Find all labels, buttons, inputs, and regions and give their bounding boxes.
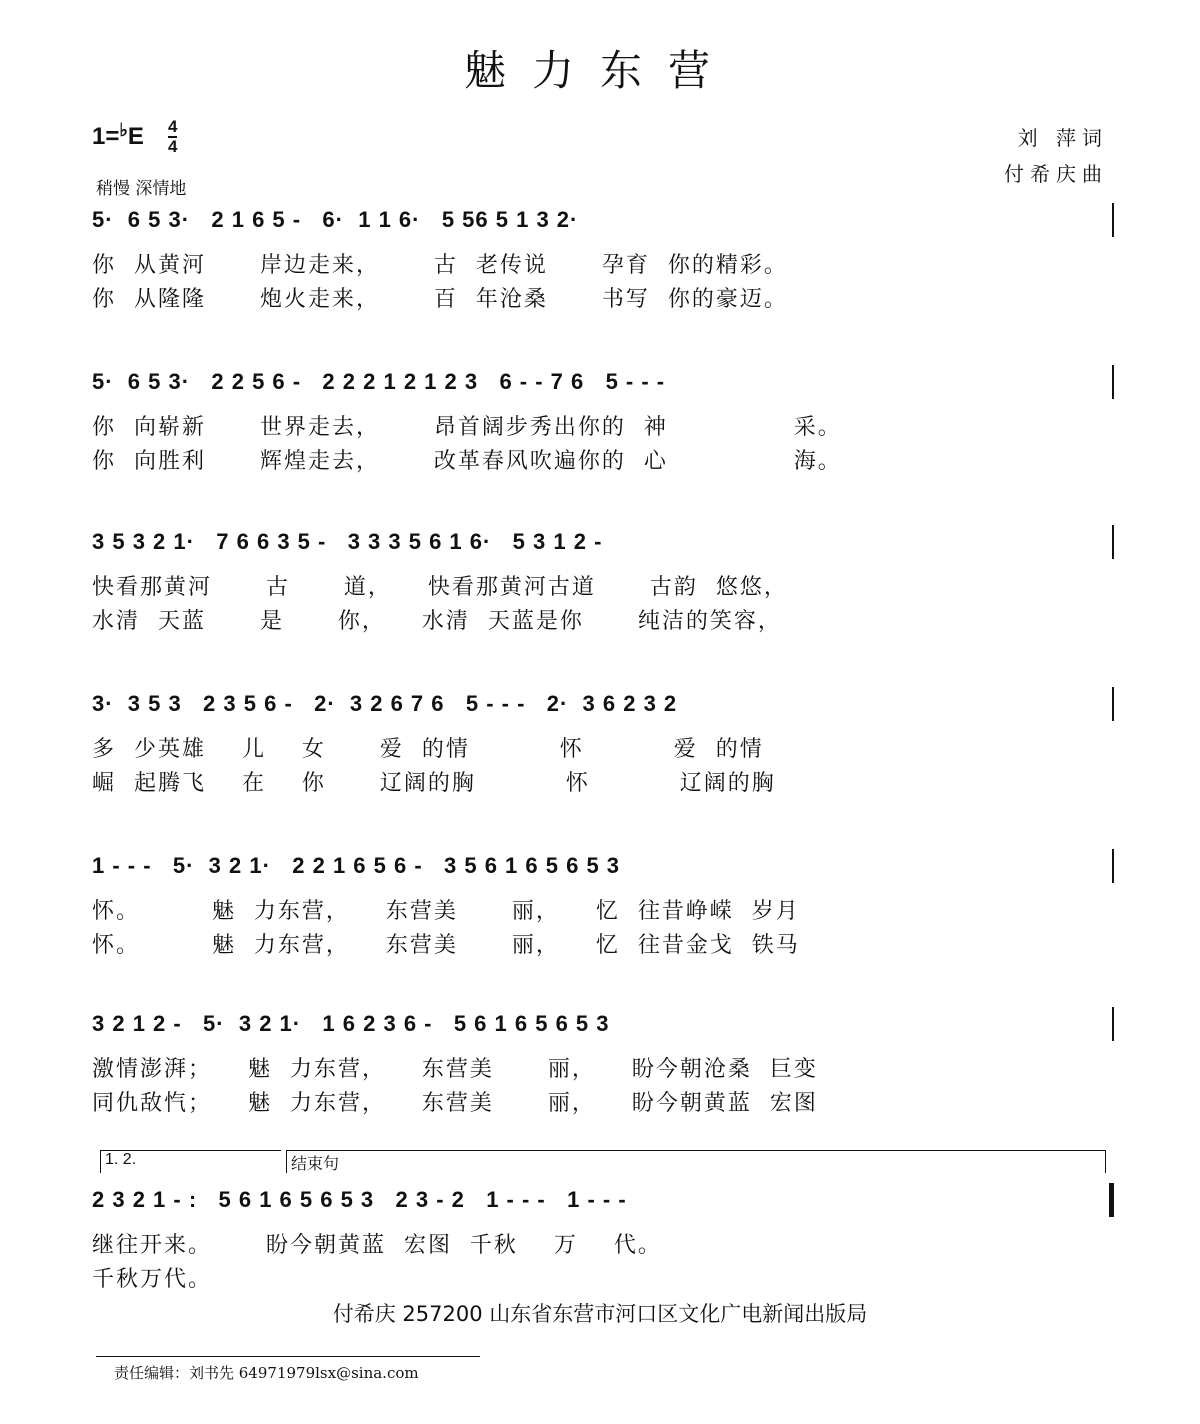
lyric-verse-1: 你 从黄河 岸边走来， 古 老传说 孕育 你的精彩。: [92, 253, 788, 278]
footer-divider: [96, 1356, 480, 1357]
barline: [1112, 1007, 1114, 1041]
composer: 付希庆曲: [1004, 162, 1108, 186]
notes: 5· 6 5 3· 2 2 5 6 - 2 2 2 1 2 1 2 3 6 - - 7 6 5 - - -: [92, 369, 666, 394]
coda-bracket: 结束句: [286, 1150, 1106, 1173]
time-signature: [168, 118, 177, 155]
barline: [1112, 849, 1114, 883]
lyric-verse-2: 水清 天蓝 是 你， 水清 天蓝是你 纯洁的笑容，: [92, 609, 782, 634]
lyric-verse-2: 怀。 魅 力东营， 东营美 丽， 忆 往昔金戈 铁马: [92, 933, 800, 958]
score-line-5: [92, 842, 1114, 982]
meter-top: 4: [168, 117, 178, 136]
score-line-3: [92, 518, 1114, 658]
composer-contact: 付希庆 257200 山东省东营市河口区文化广电新闻出版局: [332, 1302, 868, 1326]
notes: 2 3 2 1 - : 5 6 1 6 5 6 5 3 2 3 - 2 1 - - - 1 - - -: [92, 1187, 627, 1212]
barline: [1112, 203, 1114, 237]
lyric-verse-1: 激情澎湃； 魅 力东营， 东营美 丽， 盼今朝沧桑 巨变: [92, 1057, 818, 1082]
volta-bracket: 1. 2.: [100, 1150, 281, 1173]
notes: 1 - - - 5· 3 2 1· 2 2 1 6 5 6 - 3 5 6 1 6 5 6 5 3: [92, 853, 621, 878]
lyric-verse-2: 崛 起腾飞 在 你 辽阔的胸 怀 辽阔的胸: [92, 771, 776, 796]
lyric-verse-1: 快看那黄河 古 道， 快看那黄河古道 古韵 悠悠，: [92, 575, 788, 600]
lyric-verse-2: 你 从隆隆 炮火走来， 百 年沧桑 书写 你的豪迈。: [92, 287, 788, 312]
lyric-verse-1: 多 少英雄 儿 女 爱 的情 怀 爱 的情: [92, 737, 764, 762]
meter-bottom: 4: [168, 137, 178, 156]
song-title: 魅力东营: [463, 46, 736, 95]
notes: 3· 3 5 3 2 3 5 6 - 2· 3 2 6 7 6 5 - - - 2· 3 6 2 3 2: [92, 691, 678, 716]
key-letter: E: [127, 123, 144, 150]
score-line-1: [92, 196, 1114, 336]
lyric-verse-1: 继往开来。 盼今朝黄蓝 宏图 千秋 万 代。: [92, 1233, 662, 1258]
credits: [1004, 120, 1108, 192]
barline: [1112, 687, 1114, 721]
score-line-7: [92, 1176, 1114, 1316]
notes: 3 5 3 2 1· 7 6 6 3 5 - 3 3 3 5 6 1 6· 5 3 1 2 -: [92, 529, 603, 554]
barline: [1112, 525, 1114, 559]
flat-sign: ♭: [119, 120, 128, 140]
lyric-verse-1: 你 向崭新 世界走去， 昂首阔步秀出你的 神 采。: [92, 415, 842, 440]
lyric-verse-2: 同仇敌忾； 魅 力东营， 东营美 丽， 盼今朝黄蓝 宏图: [92, 1091, 818, 1116]
score-line-4: [92, 680, 1114, 820]
key-prefix: 1=: [92, 123, 120, 150]
editor-credit: 责任编辑：刘书先 64971979lsx@sina.com: [114, 1364, 419, 1382]
key-signature: [92, 120, 144, 151]
lyric-verse-2: 千秋万代。: [92, 1267, 213, 1292]
lyric-verse-1: 怀。 魅 力东营， 东营美 丽， 忆 往昔峥嵘 岁月: [92, 899, 800, 924]
score-line-2: [92, 358, 1114, 498]
notes: 5· 6 5 3· 2 1 6 5 - 6· 1 1 6· 5 56 5 1 3 2·: [92, 207, 579, 232]
barline: [1112, 365, 1114, 399]
lyricist: 刘 萍词: [1017, 126, 1108, 150]
notes: 3 2 1 2 - 5· 3 2 1· 1 6 2 3 6 - 5 6 1 6 5 6 5 3: [92, 1011, 610, 1036]
score-line-6: [92, 1000, 1114, 1140]
tempo-marking: 稍慢 深情地: [96, 179, 187, 199]
lyric-verse-2: 你 向胜利 辉煌走去， 改革春风吹遍你的 心 海。: [92, 449, 842, 474]
final-barline: [1109, 1183, 1114, 1217]
